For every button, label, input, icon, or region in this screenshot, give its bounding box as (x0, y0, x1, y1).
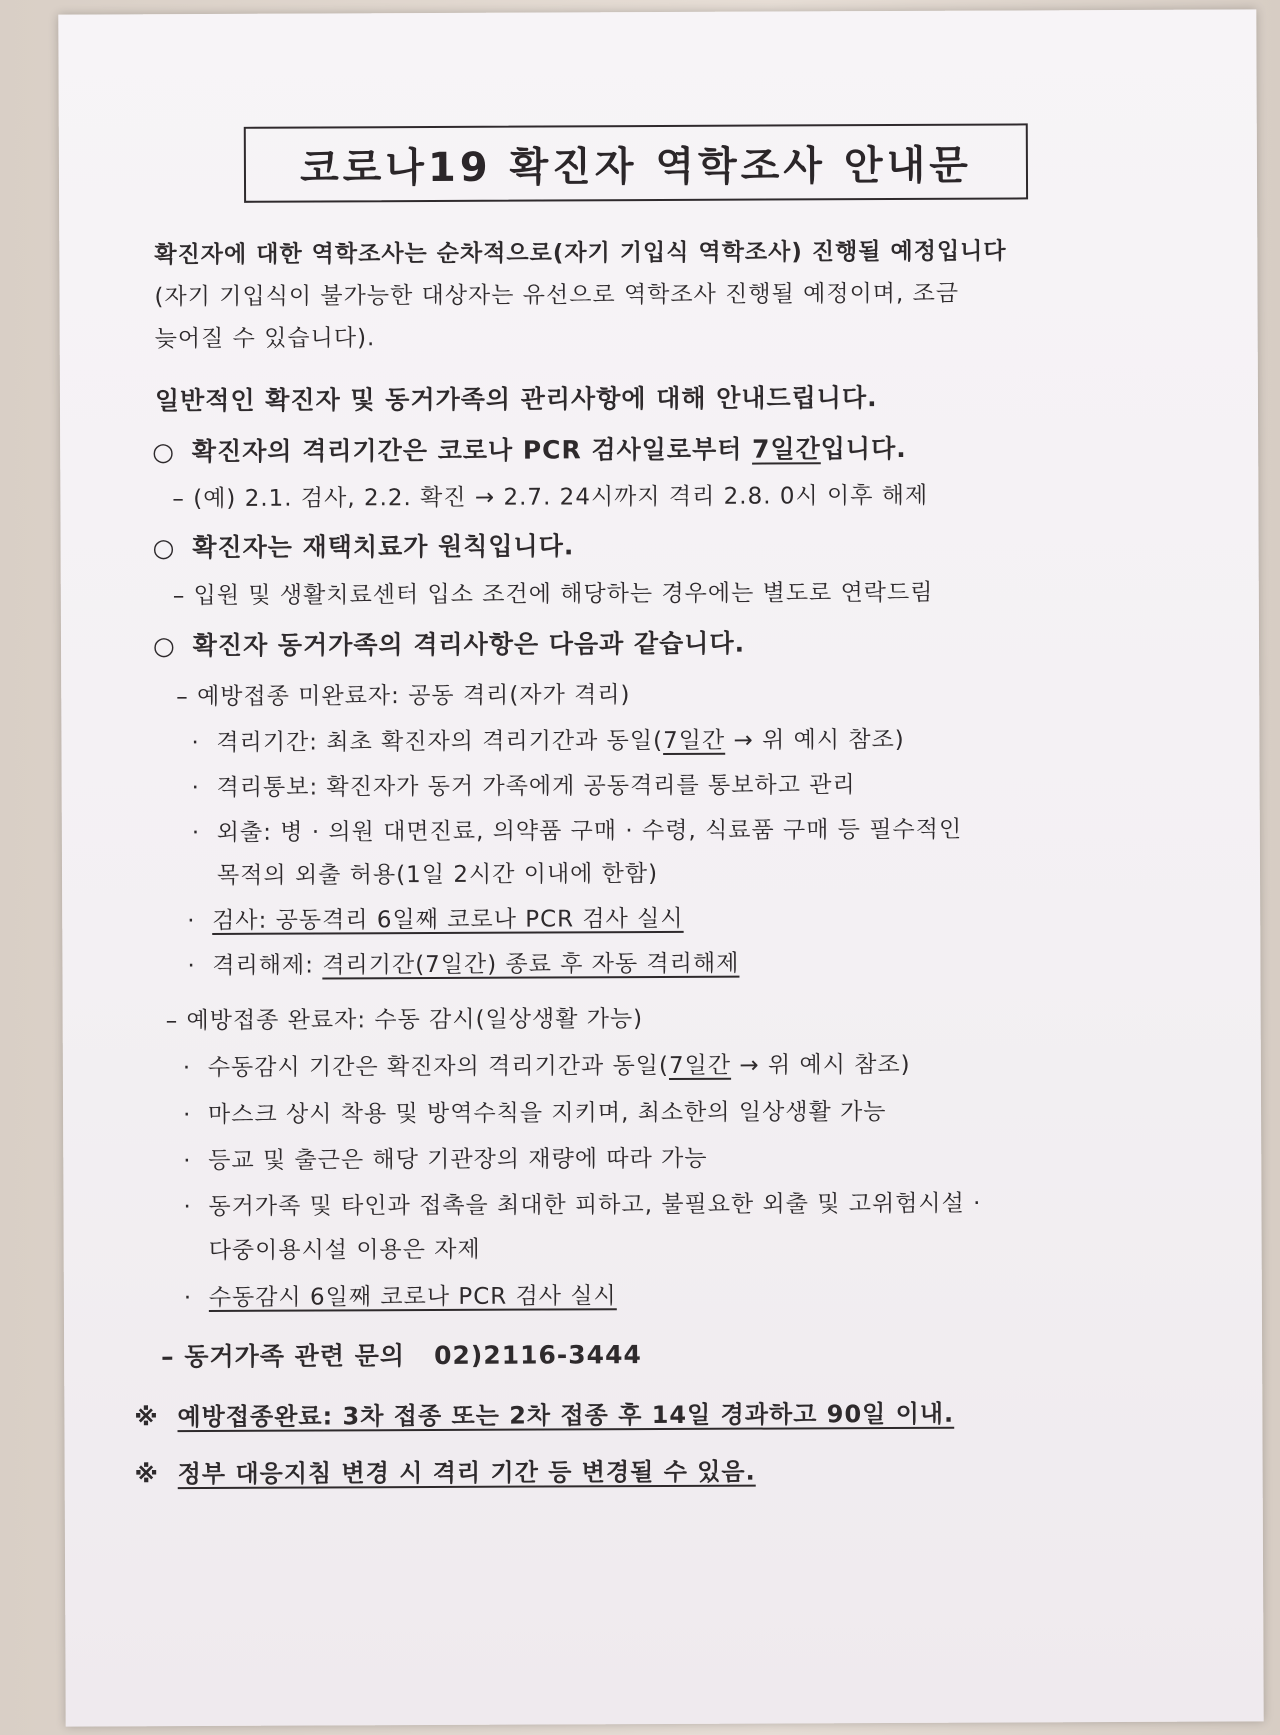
intro-line-1: 확진자에 대한 역학조사는 순차적으로(자기 기입식 역학조사) 진행될 예정입니다 (154, 238, 1007, 269)
section-2-sub: – 입원 및 생활치료센터 입소 조건에 해당하는 경우에는 별도로 연락드림 (172, 579, 934, 610)
document-title: 코로나19 확진자 역학조사 안내문 (299, 142, 972, 192)
dash-icon: – (165, 1008, 179, 1035)
inquiry-phone: 02)2116-3444 (434, 1340, 642, 1370)
dot-bullet-icon: · (191, 775, 201, 802)
dot-bullet-icon: · (183, 1194, 192, 1221)
section-1-text-b: 입니다. (820, 433, 907, 464)
circle-bullet-icon: ○ (152, 533, 176, 563)
vaccinated-school: · 등교 및 출근은 해당 기관장의 재량에 따라 가능 (183, 1145, 708, 1175)
dot-bullet-icon: · (187, 953, 196, 980)
vaccinated-mask: · 마스크 상시 착용 및 방역수칙을 지키며, 최소한의 일상생활 가능 (183, 1099, 887, 1129)
section-3 (153, 624, 745, 663)
vaccinated-header: – 예방접종 완료자: 수동 감시(일상생활 가능) (165, 1006, 644, 1035)
note-2: ※ 정부 대응지침 변경 시 격리 기간 등 변경될 수 있음. (134, 1457, 756, 1489)
unvaccinated-outing-1: · 외출: 병 · 의원 대면진료, 의약품 구매 · 수령, 식료품 구매 등 필수적인 (191, 816, 963, 847)
unvaccinated-outing-2: 목적의 외출 허용(1일 2시간 이내에 한함) (216, 861, 659, 889)
section-3-text: 확진자 동거가족의 격리사항은 다음과 같습니다. (192, 628, 746, 661)
vaccinated-period: · 수동감시 기간은 확진자의 격리기간과 동일(7일간 → 위 예시 참조) (182, 1051, 911, 1082)
circle-bullet-icon: ○ (152, 631, 176, 661)
dash-icon: – (161, 1342, 175, 1372)
vaccinated-contact-1: · 동거가족 및 타인과 접촉을 최대한 피하고, 불필요한 외출 및 고위험시설 · (183, 1190, 982, 1221)
dot-bullet-icon: · (183, 1148, 192, 1175)
dash-icon: – (172, 486, 185, 513)
vaccinated-contact-2: 다중이용시설 이용은 자제 (208, 1236, 481, 1264)
vaccinated-test: · 수동감시 6일째 코로나 PCR 검사 실시 (183, 1283, 617, 1312)
section-1 (152, 429, 907, 468)
dash-icon: – (176, 684, 189, 711)
title-box (244, 123, 1028, 202)
reference-mark-icon: ※ (134, 1403, 159, 1432)
unvaccinated-header: – 예방접종 미완료자: 공동 격리(자가 격리) (176, 682, 631, 711)
unvaccinated-period: · 격리기간: 최초 확진자의 격리기간과 동일(7일간 → 위 예시 참조) (191, 726, 905, 757)
unvaccinated-notice: · 격리통보: 확진자가 동거 가족에게 공동격리를 통보하고 관리 (191, 772, 856, 802)
dash-icon: – (172, 583, 186, 610)
section-2 (153, 526, 575, 564)
section-1-period: 7일간 (751, 434, 821, 464)
dot-bullet-icon: · (187, 908, 196, 935)
dot-bullet-icon: · (191, 730, 200, 757)
unvaccinated-release: · 격리해제: 격리기간(7일간) 종료 후 자동 격리해제 (187, 950, 740, 980)
inquiry (161, 1335, 642, 1373)
intro-line-2: (자기 기입식이 불가능한 대상자는 유선으로 역학조사 진행될 예정이며, 조금 (154, 280, 960, 311)
dot-bullet-icon: · (183, 1285, 193, 1312)
inquiry-label: 동거가족 관련 문의 (184, 1341, 406, 1372)
section-1-example: – (예) 2.1. 검사, 2.2. 확진 → 2.7. 24시까지 격리 2.8. 0시 이후 해제 (172, 482, 929, 513)
intro-line-3: 늦어질 수 있습니다). (154, 325, 376, 353)
notice-paper (58, 9, 1263, 1726)
note-1: ※ 예방접종완료: 3차 접종 또는 2차 접종 후 14일 경과하고 90일 이내. (134, 1399, 955, 1432)
dot-bullet-icon: · (183, 1102, 192, 1129)
section-2-text: 확진자는 재택치료가 원칙입니다. (192, 531, 575, 563)
dot-bullet-icon: · (191, 820, 201, 847)
circle-bullet-icon: ○ (152, 437, 176, 467)
dot-bullet-icon: · (182, 1055, 192, 1082)
reference-mark-icon: ※ (134, 1460, 160, 1489)
unvaccinated-test: · 검사: 공동격리 6일째 코로나 PCR 검사 실시 (187, 905, 684, 935)
section-heading: 일반적인 확진자 및 동거가족의 관리사항에 대해 안내드립니다. (154, 383, 878, 416)
section-1-text-a: 확진자의 격리기간은 코로나 PCR 검사일로부터 (191, 434, 753, 467)
